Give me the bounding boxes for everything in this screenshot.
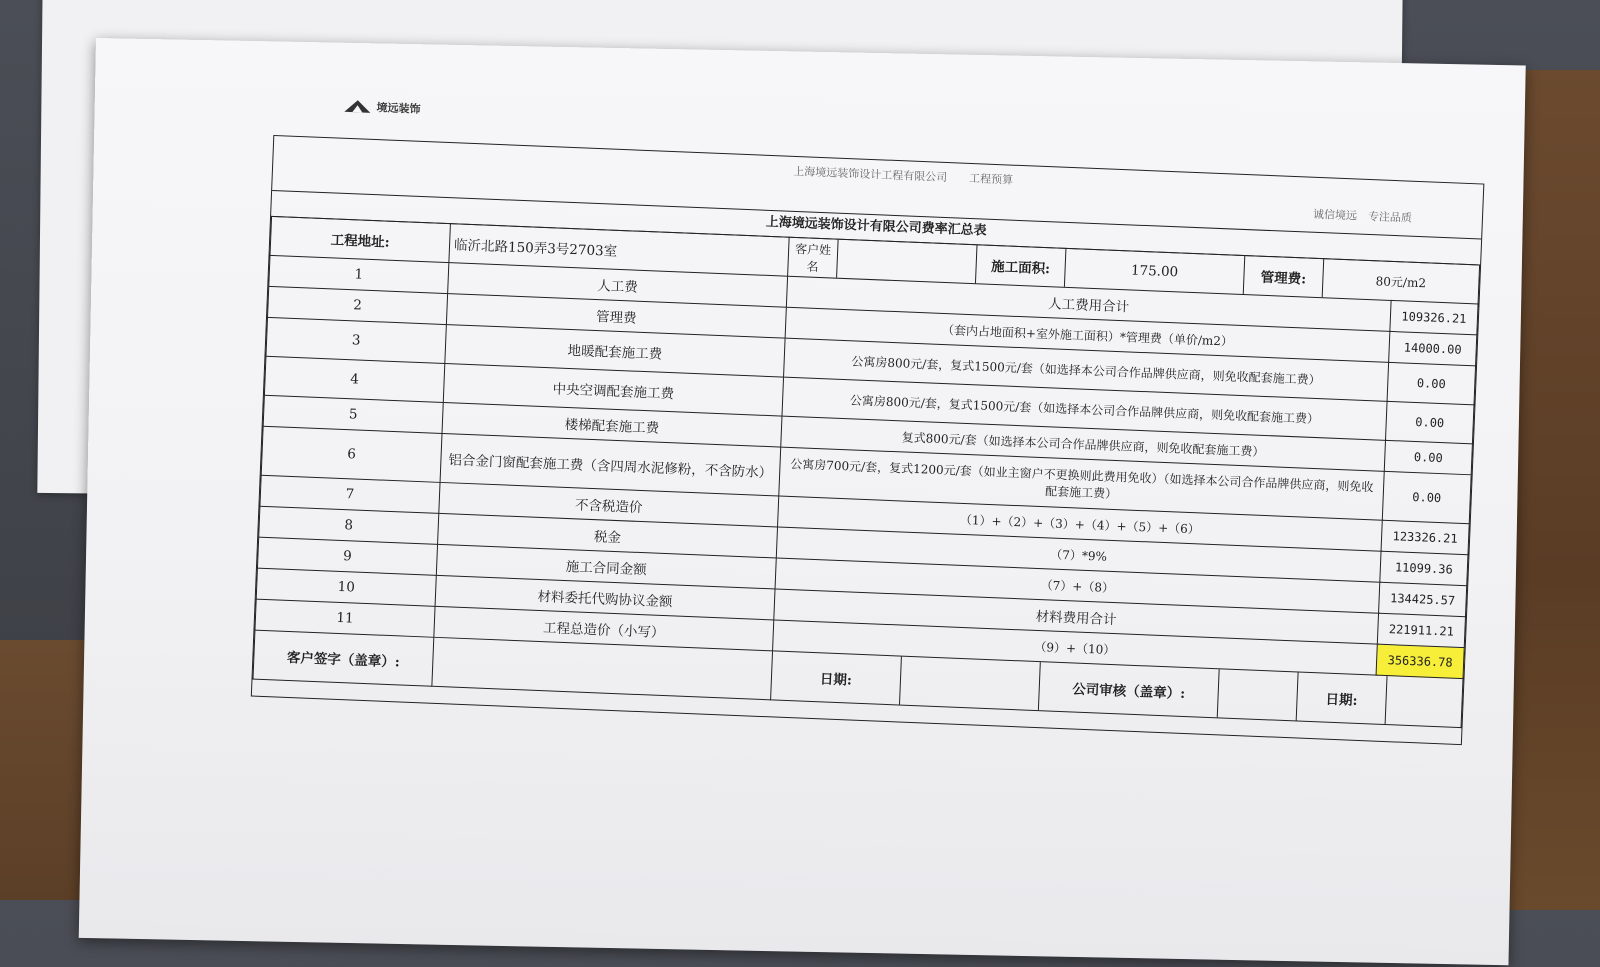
customer-name-value bbox=[837, 240, 977, 284]
row-item: 中央空调配套施工费 bbox=[443, 364, 783, 417]
row-item: 楼梯配套施工费 bbox=[442, 402, 782, 447]
date-field-1 bbox=[899, 657, 1040, 711]
row-item: 施工合同金额 bbox=[436, 544, 776, 589]
row-formula: （7）*9% bbox=[776, 527, 1381, 582]
date-field-2 bbox=[1385, 676, 1462, 727]
row-formula: 公寓房800元/套，复式1500元/套（如选择本公司合作品牌供应商，则免收配套施工费） bbox=[782, 377, 1387, 440]
row-formula: 人工费用合计 bbox=[786, 276, 1391, 331]
row-amount: 123326.21 bbox=[1381, 520, 1469, 554]
document-sheet bbox=[79, 38, 1526, 965]
row-formula: （9）+（10） bbox=[773, 620, 1378, 675]
row-amount: 0.00 bbox=[1385, 401, 1473, 443]
row-item: 材料委托代购协议金额 bbox=[435, 575, 775, 620]
date-label-1: 日期: bbox=[771, 651, 901, 704]
row-item: 地暖配套施工费 bbox=[445, 325, 785, 378]
area-label: 施工面积: bbox=[975, 245, 1065, 287]
document-content bbox=[286, 98, 1600, 769]
row-no: 4 bbox=[264, 356, 444, 402]
header-slogan: 诚信境远 专注品质 bbox=[1312, 207, 1413, 225]
form-frame bbox=[251, 135, 1485, 745]
row-no: 2 bbox=[268, 286, 448, 324]
row-amount: 11099.36 bbox=[1380, 551, 1468, 585]
customer-name-label: 客户姓名 bbox=[788, 238, 838, 278]
row-no: 6 bbox=[261, 426, 442, 482]
row-no: 3 bbox=[266, 317, 446, 363]
row-no: 7 bbox=[260, 475, 440, 513]
row-no: 8 bbox=[259, 506, 439, 544]
row-no: 5 bbox=[263, 395, 443, 433]
total-amount-highlight: 356336.78 bbox=[1376, 644, 1464, 678]
row-amount: 109326.21 bbox=[1390, 300, 1478, 334]
row-item: 税金 bbox=[438, 513, 778, 558]
row-item: 不含税造价 bbox=[439, 482, 779, 527]
row-formula: 复式800元/套（如选择本公司合作品牌供应商，则免收配套施工费） bbox=[781, 416, 1386, 471]
area-value: 175.00 bbox=[1064, 249, 1244, 294]
row-formula: 公寓房700元/套，复式1200元/套（如业主窗户不更换则此费用免收）（如选择本公司合作品牌供应商，则免收配套施工费） bbox=[779, 447, 1384, 520]
row-no: 10 bbox=[256, 568, 436, 606]
row-no: 9 bbox=[257, 537, 437, 575]
row-amount: 0.00 bbox=[1382, 471, 1471, 523]
row-amount: 0.00 bbox=[1384, 440, 1472, 474]
address-label: 工程地址: bbox=[270, 216, 450, 262]
company-review-label: 公司审核（盖章）: bbox=[1038, 662, 1219, 717]
mgmt-fee-label: 管理费: bbox=[1243, 256, 1323, 297]
company-review-field bbox=[1217, 669, 1298, 720]
row-item: 人工费 bbox=[448, 263, 788, 308]
row-formula: 材料费用合计 bbox=[774, 589, 1379, 644]
date-label-2: 日期: bbox=[1296, 673, 1387, 725]
fee-summary-table bbox=[252, 216, 1480, 728]
row-amount: 0.00 bbox=[1387, 362, 1475, 404]
row-amount: 134425.57 bbox=[1379, 582, 1467, 616]
row-formula: （套内占地面积+室外施工面积）*管理费（单价/m2） bbox=[785, 307, 1390, 362]
row-no: 11 bbox=[255, 599, 435, 637]
row-amount: 14000.00 bbox=[1389, 331, 1477, 365]
logo-text: 境远装饰 bbox=[376, 101, 421, 116]
row-amount: 221911.21 bbox=[1377, 613, 1465, 647]
logo-mountain-icon bbox=[344, 100, 370, 113]
row-item: 铝合金门窗配套施工费（含四周水泥修粉，不含防水） bbox=[440, 433, 781, 496]
row-formula: （1）+（2）+（3）+（4）+（5）+（6） bbox=[778, 496, 1383, 551]
header-company-line: 上海境远装饰设计工程有限公司 工程预算 bbox=[793, 164, 1014, 187]
address-value: 临沂北路150弄3号2703室 bbox=[449, 224, 789, 277]
row-item: 管理费 bbox=[446, 294, 786, 339]
mgmt-fee-value: 80元/m2 bbox=[1375, 273, 1427, 290]
form-title: 上海境远装饰设计有限公司费率汇总表 bbox=[271, 190, 1481, 266]
row-formula: 公寓房800元/套，复式1500元/套（如选择本公司合作品牌供应商，则免收配套施工费） bbox=[784, 338, 1389, 401]
row-formula: （7）+（8） bbox=[775, 558, 1380, 613]
customer-sign-label: 客户签字（盖章）: bbox=[253, 630, 434, 686]
company-logo bbox=[344, 98, 421, 117]
row-no: 1 bbox=[269, 255, 449, 293]
row-item: 工程总造价（小写） bbox=[434, 606, 774, 651]
